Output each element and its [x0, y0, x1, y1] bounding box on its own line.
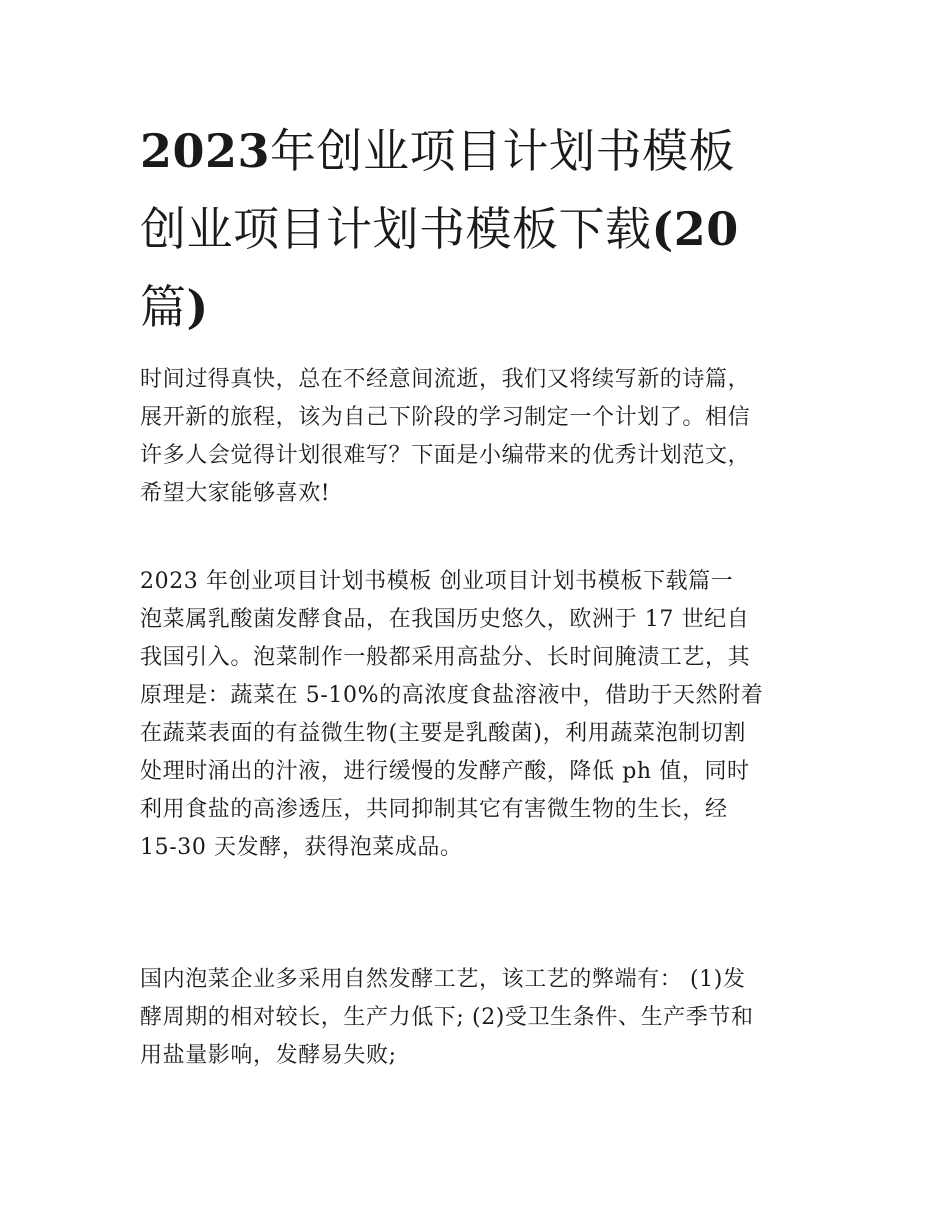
paragraph-2-line: 酵周期的相对较长，生产力低下; (2)受卫生条件、生产季节和	[140, 1005, 754, 1030]
paragraph-2	[140, 961, 820, 1075]
paragraph-1-line: 15-30 天发酵，获得泡菜成品。	[140, 835, 463, 860]
intro-paragraph	[140, 361, 820, 513]
paragraph-1-line: 我国引入。泡菜制作一般都采用高盐分、长时间腌渍工艺，其	[140, 645, 751, 670]
paragraph-1-line: 处理时涌出的汁液，进行缓慢的发酵产酸，降低 ph 值，同时	[140, 759, 750, 784]
title-line-3-paren: )	[186, 280, 209, 334]
title-line-1-text: 年创业项目计划书模板	[270, 124, 736, 178]
section-heading	[140, 563, 820, 601]
intro-line: 许多人会觉得计划很难写？下面是小编带来的优秀计划范文，	[140, 443, 751, 468]
title-line-2-paren: (20	[651, 202, 739, 256]
paragraph-2-line: 国内泡菜企业多采用自然发酵工艺，该工艺的弊端有： (1)发	[140, 967, 746, 992]
paragraph-1-line: 泡菜属乳酸菌发酵食品，在我国历史悠久，欧洲于 17 世纪自	[140, 607, 750, 632]
paragraph-1	[140, 601, 820, 867]
title-line-3-text: 篇	[140, 280, 187, 334]
title-line-2	[140, 190, 820, 268]
document-title	[140, 112, 820, 346]
paragraph-1-line: 在蔬菜表面的有益微生物(主要是乳酸菌)，利用蔬菜泡制切割	[140, 721, 746, 746]
title-year: 2023	[140, 124, 271, 178]
title-line-3	[140, 268, 820, 346]
title-line-1	[140, 112, 820, 190]
intro-line: 希望大家能够喜欢!	[140, 481, 331, 506]
intro-line: 展开新的旅程，该为自己下阶段的学习制定一个计划了。相信	[140, 405, 751, 430]
title-line-2-text: 创业项目计划书模板下载	[140, 202, 652, 256]
intro-line: 时间过得真快，总在不经意间流逝，我们又将续写新的诗篇，	[140, 367, 751, 392]
section-heading-text: 2023 年创业项目计划书模板 创业项目计划书模板下载篇一	[140, 569, 734, 594]
paragraph-1-line: 原理是：蔬菜在 5-10%的高浓度食盐溶液中，借助于天然附着	[140, 683, 764, 708]
paragraph-2-line: 用盐量影响，发酵易失败;	[140, 1043, 397, 1068]
paragraph-1-line: 利用食盐的高渗透压，共同抑制其它有害微生物的生长，经	[140, 797, 728, 822]
